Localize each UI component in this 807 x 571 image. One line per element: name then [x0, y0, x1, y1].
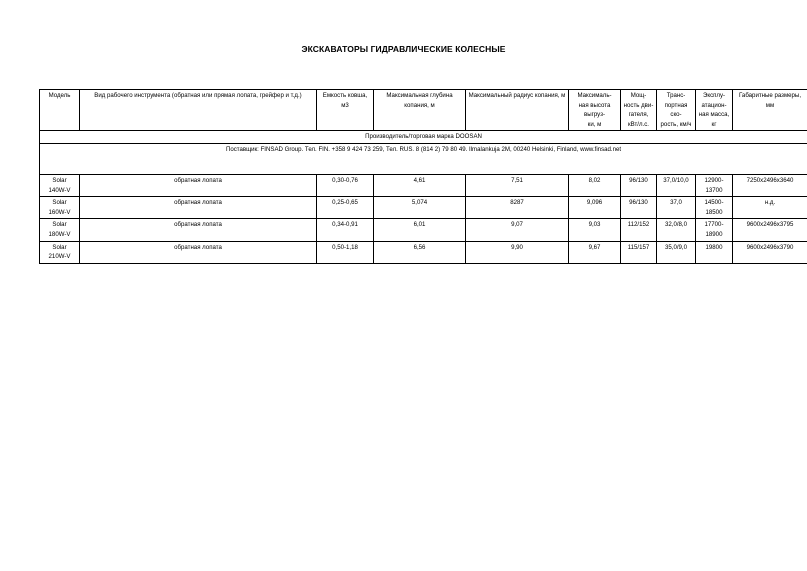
cell-max-dig-radius: 8287: [466, 197, 569, 219]
header-max-dump-height: Максималь- ная высота выгруз- ки, м: [569, 90, 621, 131]
brand-label: Производитель/торговая марка DOOSAN: [40, 131, 807, 144]
header-dimensions: Габаритные размеры, мм: [733, 90, 807, 131]
cell-engine-power: 115/157: [621, 241, 657, 263]
cell-engine-power: 112/152: [621, 219, 657, 241]
cell-max-dump-height: 9,096: [569, 197, 621, 219]
header-bucket-capacity: Емкость ковша, м3: [317, 90, 374, 131]
cell-dimensions: 9600x2496x3795: [733, 219, 807, 241]
cell-max-dump-height: 9,03: [569, 219, 621, 241]
cell-max-dig-depth: 4,61: [374, 174, 466, 196]
table-row: [40, 219, 807, 241]
cell-max-dig-radius: 9,90: [466, 241, 569, 263]
cell-operating-weight: 17700- 18900: [696, 219, 733, 241]
excavator-spec-table: [39, 89, 807, 264]
page-title: ЭКСКАВАТОРЫ ГИДРАВЛИЧЕСКИЕ КОЛЕСНЫЕ: [301, 44, 506, 54]
table-row: [40, 197, 807, 219]
cell-max-dump-height: 8,02: [569, 174, 621, 196]
header-max-dig-radius: Максимальный радиус копания, м: [466, 90, 569, 131]
supplier-info: Поставщик: FINSAD Group. Тел. FIN. +358 9 424 73 259, Тел. RUS. 8 (814 2) 79 80 49. Ilmalankuja 2M, 00240 Helsinki, Finland, www.finsad.net: [40, 143, 807, 174]
cell-dimensions: 7250x2496x3640: [733, 174, 807, 196]
cell-operating-weight: 12900- 13700: [696, 174, 733, 196]
header-travel-speed: Транс- портная ско- рость, км/ч: [657, 90, 696, 131]
cell-model: Solar 140W-V: [40, 174, 80, 196]
table-header-row: [40, 90, 807, 131]
cell-max-dump-height: 9,67: [569, 241, 621, 263]
cell-max-dig-depth: 5,074: [374, 197, 466, 219]
cell-bucket-capacity: 0,25-0,65: [317, 197, 374, 219]
cell-max-dig-depth: 6,01: [374, 219, 466, 241]
cell-model: Solar 180W-V: [40, 219, 80, 241]
cell-engine-power: 96/130: [621, 174, 657, 196]
cell-tool-type: обратная лопата: [80, 241, 317, 263]
cell-tool-type: обратная лопата: [80, 219, 317, 241]
cell-max-dig-radius: 9,07: [466, 219, 569, 241]
header-engine-power: Мощ- ность дви- гателя, кВт/л.с.: [621, 90, 657, 131]
cell-max-dig-depth: 6,56: [374, 241, 466, 263]
cell-travel-speed: 32,0/8,0: [657, 219, 696, 241]
cell-travel-speed: 37,0: [657, 197, 696, 219]
cell-dimensions: н.д.: [733, 197, 807, 219]
cell-tool-type: обратная лопата: [80, 174, 317, 196]
cell-travel-speed: 35,0/9,0: [657, 241, 696, 263]
header-max-dig-depth: Максимальная глубина копания, м: [374, 90, 466, 131]
table-row: [40, 241, 807, 263]
table-row: [40, 174, 807, 196]
cell-dimensions: 9600x2496x3790: [733, 241, 807, 263]
cell-engine-power: 96/130: [621, 197, 657, 219]
cell-bucket-capacity: 0,50-1,18: [317, 241, 374, 263]
header-model: Модель: [40, 90, 80, 131]
header-operating-weight: Эксплу- атацион- ная масса, кг: [696, 90, 733, 131]
cell-operating-weight: 19800: [696, 241, 733, 263]
cell-model: Solar 210W-V: [40, 241, 80, 263]
cell-max-dig-radius: 7,51: [466, 174, 569, 196]
cell-bucket-capacity: 0,30-0,76: [317, 174, 374, 196]
cell-model: Solar 160W-V: [40, 197, 80, 219]
header-tool-type: Вид рабочего инструмента (обратная или прямая лопата, грейфер и т.д.): [80, 90, 317, 131]
cell-bucket-capacity: 0,34-0,91: [317, 219, 374, 241]
cell-tool-type: обратная лопата: [80, 197, 317, 219]
brand-row: [40, 131, 807, 144]
cell-travel-speed: 37,0/10,0: [657, 174, 696, 196]
cell-operating-weight: 14500- 18500: [696, 197, 733, 219]
supplier-row: [40, 143, 807, 174]
